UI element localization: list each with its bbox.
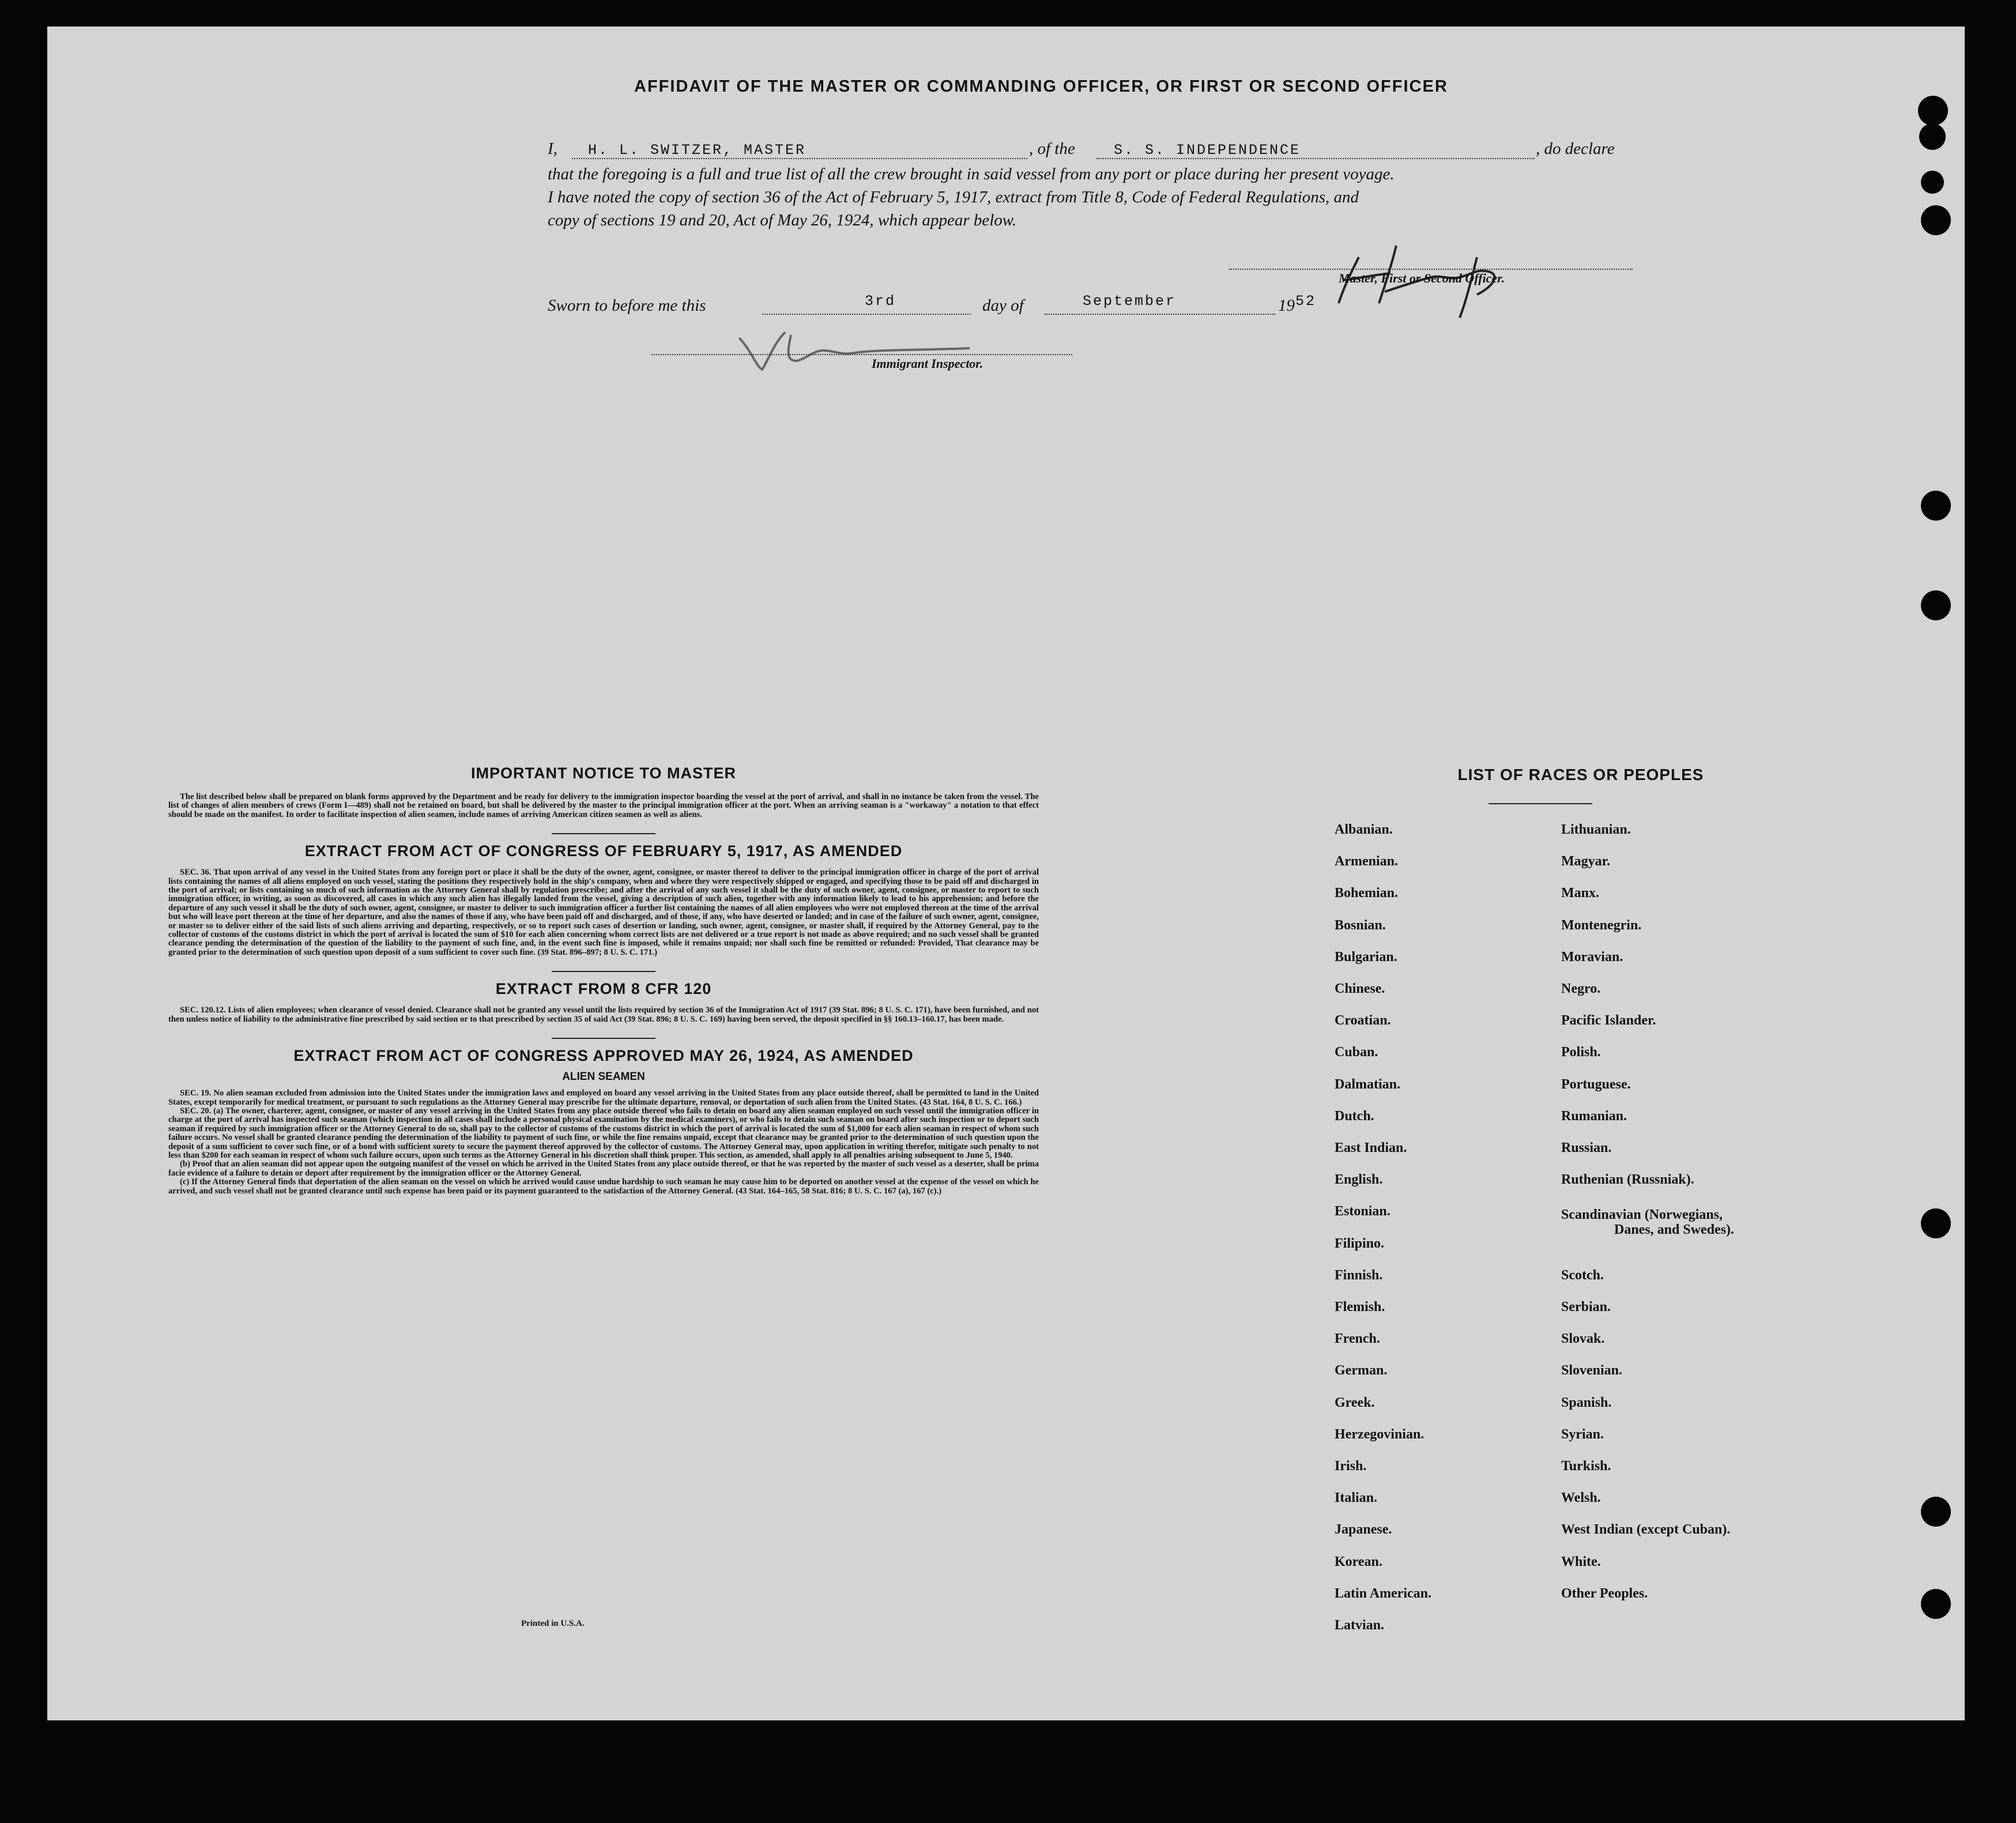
race-item: Bosnian. (1335, 917, 1386, 933)
punch-hole (1921, 1208, 1951, 1238)
race-item: German. (1335, 1363, 1388, 1378)
race-item: Korean. (1335, 1554, 1382, 1569)
notice-title: IMPORTANT NOTICE TO MASTER (471, 764, 736, 782)
affidavit-line-2: that the foregoing is a full and true list of all the crew brought in said vessel from any port or place during her present voyage. (548, 165, 1395, 183)
race-item: Syrian. (1561, 1426, 1604, 1442)
race-item: Pacific Islander. (1561, 1013, 1656, 1029)
punch-hole (1921, 205, 1951, 235)
of-the-label: , of the (1029, 140, 1075, 158)
race-item: Slovenian. (1561, 1363, 1623, 1378)
printed-in-usa: Printed in U.S.A. (521, 1619, 585, 1628)
race-item: Rumanian. (1561, 1108, 1627, 1124)
race-item: White. (1561, 1554, 1601, 1569)
punch-hole (1921, 491, 1951, 521)
affidavit-line-4: copy of sections 19 and 20, Act of May 26, 1924, which appear below. (548, 211, 1017, 229)
extract-cfr-body: SEC. 120.12. Lists of alien employees; when clearance of vessel denied. Clearance shall not be granted any vessel until the lists required by section 36 of the Immigration Act of 1917 (39 Stat. 896; 8 U. S. C. 171), have been furnished, and not then unless notice of liability to the administrative fine prescribed by said section or to that prescribed by section 35 of said Act (39 Stat. 896; 8 U. S. C. 169) having been served, the deposit specified in §§ 160.13–160.17, has been made. (168, 1005, 1039, 1024)
race-item: Negro. (1561, 981, 1601, 996)
race-item: Armenian. (1335, 854, 1398, 869)
extract-1924-sec20a: SEC. 20. (a) The owner, charterer, agent, consignee, or master of any vessel arriving in the United States from any place outside thereof who fails to detain on board any alien seaman employed on such vessel until the immigration officer in charge at the port of arrival has inspected such seaman (which inspection in all cases shall include a personal physical examination by the medical examiners), or who fails to detain such seaman on board after such inspection or to deport such seaman if required by such immigration officer or the Attorney General to do so, shall pay to the collector of customs of the customs district in which the port of arrival is located the sum of $1,000 for each alien seaman in respect of whom such failure occurs. No vessel shall be granted clearance pending the determination of the liability to payment of such fine, or while the fine remains unpaid, except that clearance may be granted prior to the determination of such question upon the deposit of a sum sufficient to cover such fine, or of a bond with sufficient surety to secure the payment thereof approved by the collector of customs. The Attorney General may, upon application in writing therefor, mitigate such penalty to not less than $200 for each seaman in respect of whom such failure occurs, upon such terms as the Attorney General in his discretion shall think proper. This section, as amended, shall apply to all penalties arising subsequent to June 5, 1940. (168, 1106, 1039, 1160)
extract-1917-title: EXTRACT FROM ACT OF CONGRESS OF FEBRUARY 5, 1917, AS AMENDED (304, 842, 903, 860)
race-item: Croatian. (1335, 1013, 1391, 1029)
race-item: Bohemian. (1335, 886, 1399, 901)
race-item: Turkish. (1561, 1459, 1611, 1474)
race-item: Scotch. (1561, 1267, 1604, 1283)
race-item: Welsh. (1561, 1490, 1601, 1506)
race-item: Chinese. (1335, 981, 1385, 996)
punch-hole (1921, 1589, 1951, 1619)
year-value: 52 (1295, 293, 1317, 310)
race-item: Montenegrin. (1561, 917, 1642, 933)
year-prefix: 19 (1278, 296, 1295, 315)
race-item: Ruthenian (Russniak). (1561, 1172, 1694, 1188)
race-item: Scandinavian (Norwegians, (1561, 1207, 1723, 1223)
race-item: Portuguese. (1561, 1076, 1631, 1092)
punch-hole (1918, 96, 1948, 126)
extract-1917-body: SEC. 36. That upon arrival of any vessel in the United States from any foreign port or place it shall be the duty of the owner, agent, consignee, or master thereof to deliver to the principal immigration officer in charge of the port of arrival lists containing the names of all aliens employed on such vessel, stating the positions they respectively hold in the ship's company, when and where they were respectively shipped or engaged, and specifying those to be paid off and discharged in the port of arrival; or lists containing so much of such information as the Attorney General shall by regulation prescribe; and after the arrival of any such vessel it shall be the duty of such owner, agent, consignee, or master to report to such immigration officer, in writing, as soon as discovered, all cases in which any such alien has illegally landed from the vessel, giving a description of such alien, together with any information likely to lead to his apprehension; and before the departure of any such vessel it shall be the duty of such owner, agent, consignee, or master to deliver to such immigration officer a further list containing the names of all alien employees who were not employed thereon at the time of the arrival but who will leave port thereon at the time of her departure, and also the names of those if any, who have been paid off and discharged, and of those, if any, who have deserted or landed; and in case of the failure of such owner, agent, consignee, or master so to deliver either of the said lists of such aliens arriving and departing, respectively, or so to report such cases of desertion or landing, such owner, agent, consignee, or master shall, if required by the Attorney General, pay to the collector of customs of the customs district in which the port of arrival is located the sum of $10 for each alien concerning whom correct lists are not delivered or a true report is not made as above required; and no such vessel shall be granted clearance pending the determination of the question of the liability to the payment of such fine, and, in the event such fine is imposed, while it remains unpaid; nor shall such fine be remitted or refunded: Provided, That clearance may be granted prior to the determination of such question upon deposit of a sum sufficient to cover such fine. (39 Stat. 896–897; 8 U. S. C. 171.) (168, 868, 1039, 957)
race-item: Flemish. (1335, 1300, 1385, 1314)
alien-seamen-subtitle: ALIEN SEAMEN (562, 1071, 645, 1083)
race-item: Italian. (1335, 1490, 1378, 1506)
extract-cfr-title: EXTRACT FROM 8 CFR 120 (495, 980, 712, 998)
race-item: Moravian. (1561, 949, 1623, 965)
punch-hole (1921, 1497, 1951, 1527)
punch-hole (1919, 123, 1946, 150)
race-item: Manx. (1561, 886, 1599, 901)
race-item: French. (1335, 1331, 1380, 1347)
race-item: Serbian. (1561, 1300, 1611, 1314)
race-item: Herzegovinian. (1335, 1426, 1425, 1442)
affidavit-title: AFFIDAVIT OF THE MASTER OR COMMANDING OFFICER, OR FIRST OR SECOND OFFICER (634, 77, 1448, 96)
race-item: Filipino. (1335, 1236, 1385, 1251)
punch-hole (1921, 590, 1951, 620)
race-item: Estonian. (1335, 1204, 1391, 1219)
race-item: Dalmatian. (1335, 1076, 1400, 1092)
race-item: English. (1335, 1172, 1383, 1188)
day-of-label: day of (982, 296, 1024, 315)
day-value: 3rd (865, 293, 896, 310)
race-item: Other Peoples. (1561, 1585, 1648, 1601)
race-item: Latin American. (1335, 1585, 1431, 1601)
race-item: Latvian. (1335, 1618, 1385, 1633)
notice-column (168, 764, 1039, 1196)
race-item: Spanish. (1561, 1395, 1612, 1410)
do-declare-label: , do declare (1536, 140, 1615, 158)
race-item: Albanian. (1335, 822, 1393, 837)
races-title: LIST OF RACES OR PEOPLES (1457, 766, 1704, 784)
signature-caption: Master, First or Second Officer. (1339, 271, 1505, 285)
affidavit-line-3: I have noted the copy of section 36 of the Act of February 5, 1917, extract from Title 8, Code of Federal Regulations, and (548, 188, 1359, 206)
race-item: Russian. (1561, 1140, 1612, 1155)
race-item: West Indian (except Cuban). (1561, 1522, 1731, 1538)
extract-1924-sec20c: (c) If the Attorney General finds that deportation of the alien seaman on the vessel on which he arrived would cause undue hardship to such seaman he may cause him to be deported on another vessel at the expense of the vessel on which he arrived, and such vessel shall not be granted clearance until such expense has been paid or its payment guaranteed to the satisfaction of the Attorney General. (43 Stat. 164–165, 58 Stat. 816; 8 U. S. C. 167 (a), 167 (c).) (168, 1177, 1039, 1196)
race-item: Slovak. (1561, 1331, 1605, 1347)
race-item: Danes, and Swedes). (1614, 1222, 1735, 1238)
month-line (1045, 314, 1275, 315)
race-item: Magyar. (1561, 854, 1611, 869)
sworn-label: Sworn to before me this (548, 296, 706, 315)
race-item: Greek. (1335, 1395, 1375, 1410)
affidavit-i-label: I, (548, 140, 557, 158)
inspector-line (651, 354, 1072, 355)
race-item: Bulgarian. (1335, 949, 1397, 965)
master-name: H. L. SWITZER, MASTER (588, 142, 807, 159)
punch-hole (1921, 171, 1944, 194)
race-item: Finnish. (1335, 1267, 1383, 1283)
manifest-sheet (47, 27, 1965, 1720)
extract-1924-sec20b: (b) Proof that an alien seaman did not appear upon the outgoing manifest of the vessel on which he arrived in the United States from any place outside thereof, or that he was reported by the master of such vessel as a deserter, shall be prima facie evidence of a failure to detain or deport after requirement by the immigration officer or the Attorney General. (168, 1159, 1039, 1178)
month-value: September (1083, 293, 1177, 310)
race-item: Irish. (1335, 1459, 1367, 1474)
divider (1489, 803, 1592, 804)
vessel-name: S. S. INDEPENDENCE (1114, 142, 1301, 159)
race-item: Lithuanian. (1561, 822, 1631, 837)
race-item: Cuban. (1335, 1045, 1378, 1060)
extract-1924-title: EXTRACT FROM ACT OF CONGRESS APPROVED MAY 26, 1924, AS AMENDED (293, 1047, 914, 1065)
inspector-caption: Immigrant Inspector. (872, 356, 983, 371)
race-item: Japanese. (1335, 1522, 1392, 1538)
race-item: Dutch. (1335, 1108, 1374, 1124)
notice-body: The list described below shall be prepared on blank forms approved by the Department and be ready for delivery to the immigration inspector boarding the vessel at the port of arrival, and shall in no instance be taken from the vessel. The list of changes of alien members of crews (Form I—489) shall not be retained on board, but shall be delivered by the master to the principal immigration officer at the port. When an arriving seaman is a "workaway" a notation to that effect should be made on the manifest. In order to facilitate inspection of alien seamen, include names of arriving American citizen seamen as well as aliens. (168, 792, 1039, 819)
extract-1924-sec19: SEC. 19. No alien seaman excluded from admission into the United States under the immigration laws and employed on board any vessel arriving in the United States from any place outside thereof, shall be permitted to land in the United States, except temporarily for medical treatment, or pursuant to such regulations as the Attorney General may prescribe for the ultimate departure, removal, or deportation of such alien from the United States. (43 Stat. 164, 8 U. S. C. 166.) (168, 1088, 1039, 1107)
signature-line (1229, 269, 1633, 270)
race-item: Polish. (1561, 1045, 1601, 1060)
race-item: East Indian. (1335, 1140, 1407, 1155)
